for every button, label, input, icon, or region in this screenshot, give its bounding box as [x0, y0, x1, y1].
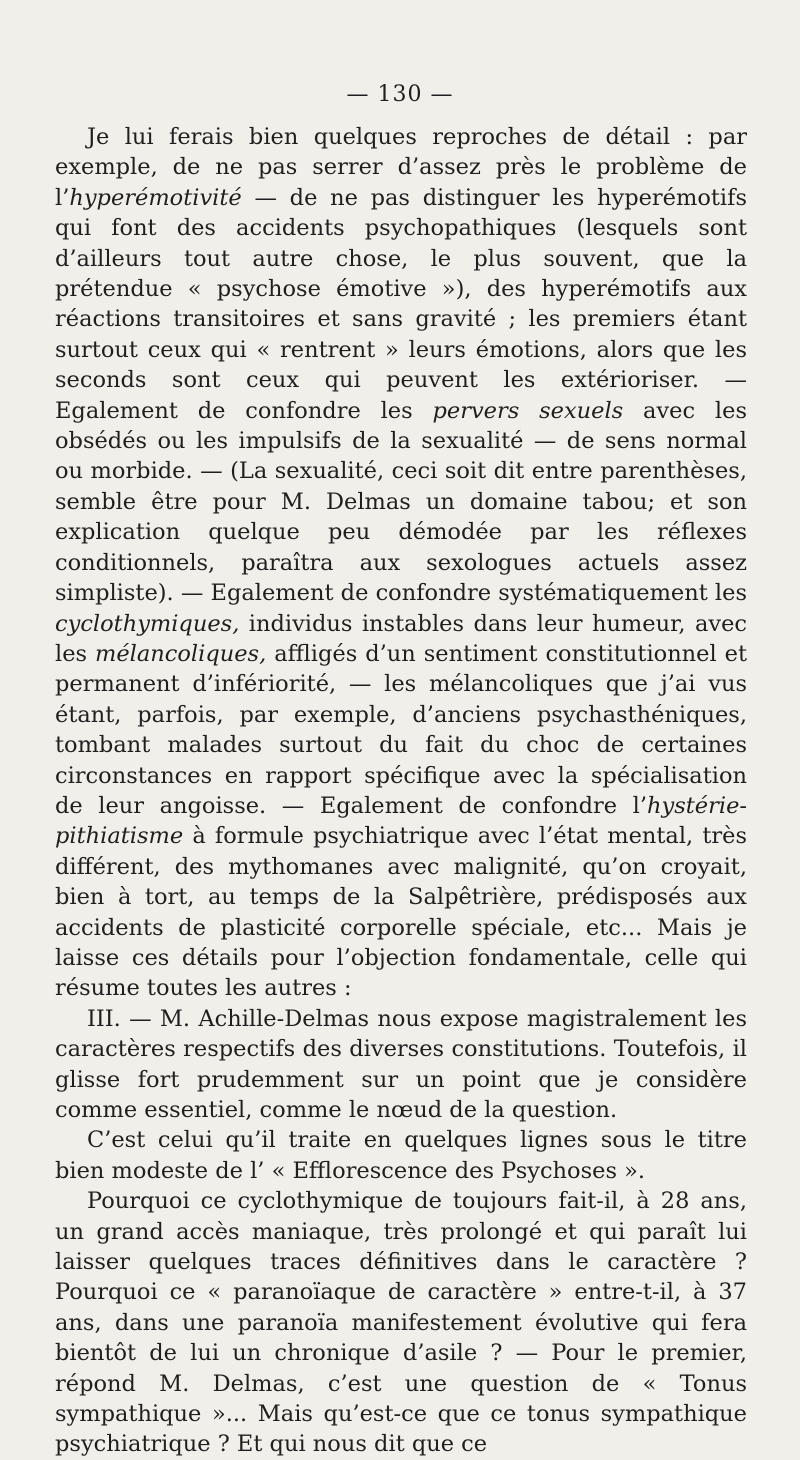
text-run: — de ne pas distinguer les hyperémotifs qui font des accidents psychopathiques (lesquels sont d’ailleurs tout autre chose, le plus souvent, que la prétendue « psychose émotive »), des hyperémotifs aux réactions transitoires et sans gravité ; les premiers étant surtout ceux qui « rentrent » leurs émotions, alors que les seconds sont ceux qui peuvent les extérioriser. — Egalement de confondre les [55, 184, 747, 424]
body-text [55, 122, 747, 1460]
italic-term: hystérie-pithiatisme [55, 792, 747, 850]
text-run: Je lui ferais bien quelques reproches de détail : par exemple, de ne pas serrer d’assez près le problème de [55, 124, 747, 181]
text-run: l’ [632, 792, 648, 819]
text-run: à formule psychiatrique avec l’état mental, très différent, des mythomanes avec malignité, qu’on croyait, bien à tort, au temps de la Salpêtrière, prédisposés aux accidents de plasticité corporelle spéciale, etc... Mais je laisse ces détails pour l’objection fondamentale, celle qui résume toutes les autres : [55, 823, 747, 1002]
paragraph [55, 122, 747, 1004]
paragraph [55, 1004, 747, 1126]
text-run: l’ [55, 184, 70, 211]
text-run: C’est celui qu’il traite en quelques lignes sous le titre bien modeste de l’ « Efflorescence des Psychoses ». [55, 1127, 747, 1184]
italic-term: mélancoliques, [95, 640, 267, 667]
paragraph [55, 1186, 747, 1460]
text-run: avec les obsédés ou les impulsifs de la sexualité — de sens normal ou morbide. — (La sexualité, ceci soit dit entre parenthèses, semble être pour M. Delmas un domaine tabou; et son explication quelque peu démodée par les réflexes conditionnels, paraîtra aux sexologues actuels assez simpliste). — Egalement de confondre systématiquement les [55, 397, 747, 607]
text-run: individus instables dans leur humeur, avec les [55, 610, 747, 667]
page-number: — 130 — [346, 82, 454, 107]
text-run: affligés d’un sentiment constitutionnel et permanent d’infériorité, — les mélancoliques que j’ai vus étant, parfois, par exemple, d’anciens psychasthéniques, tombant malades surtout du fait du choc de certaines circonstances en rapport spécifique avec la spécialisation de leur angoisse. — Egalement de confondre [55, 640, 748, 819]
paragraph [55, 1125, 747, 1186]
text-run: III. — M. Achille-Delmas nous expose magistralement les caractères respectifs des diverses constitutions. Toutefois, il glisse fort prudemment sur un point que je considère comme essentiel, comme le nœud de la question. [55, 1005, 747, 1123]
italic-term: pervers sexuels [432, 397, 624, 424]
italic-term: hyperémotivité [69, 184, 242, 211]
text-run: Pourquoi ce cyclothymique de toujours fait-il, à 28 ans, un grand accès maniaque, très prolongé et qui paraît lui laisser quelques traces définitives dans le caractère ? Pourquoi ce « paranoïaque de caractère » entre-t-il, à 37 ans, dans une paranoïa manifestement évolutive qui fera bientôt de lui un chronique d’asile ? — Pour le premier, répond M. Delmas, c’est une question de « Tonus sympathique »... Mais qu’est-ce que ce tonus sympathique psychiatrique ? Et qui nous dit que ce [55, 1188, 747, 1458]
italic-term: cyclothymiques, [55, 610, 240, 637]
